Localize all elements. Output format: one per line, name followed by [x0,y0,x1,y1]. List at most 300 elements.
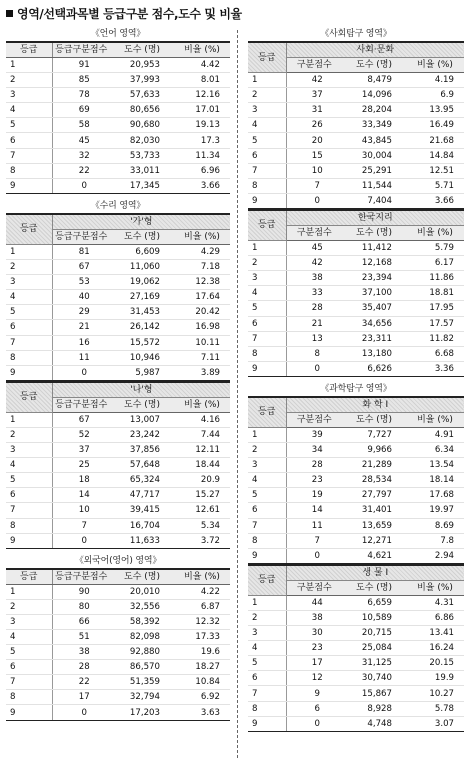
ratio-cell: 2.94 [406,548,464,563]
count-cell: 26,142 [110,320,174,335]
score-cell: 44 [286,595,342,610]
score-cell: 14 [286,503,342,518]
grade-cell: 6 [248,503,286,518]
grade-cell: 2 [6,427,52,442]
ratio-cell: 10.84 [174,675,230,690]
table-row [248,656,464,671]
count-cell: 20,010 [110,584,174,599]
ratio-cell: 18.27 [174,660,230,675]
count-cell: 32,556 [110,599,174,614]
column-divider [237,30,238,758]
score-cell: 38 [286,611,342,626]
table-row [248,148,464,163]
score-cell: 22 [52,163,110,178]
count-cell: 51,359 [110,675,174,690]
table-row [6,178,230,193]
score-header: 구분점수 [286,225,342,240]
grade-cell: 8 [6,350,52,365]
table-row [248,503,464,518]
ratio-cell: 3.72 [174,533,230,548]
count-header: 도수 (명) [342,58,406,73]
grade-cell: 8 [6,163,52,178]
ratio-cell: 18.44 [174,458,230,473]
table-row [6,488,230,503]
ratio-cell: 4.31 [406,595,464,610]
math-na-table-body [6,412,230,548]
ratio-cell: 20.15 [406,656,464,671]
count-cell: 14,096 [342,88,406,103]
table-row [6,365,230,380]
left-column [6,27,230,721]
ratio-cell: 13.41 [406,626,464,641]
score-cell: 17 [286,656,342,671]
table-row [248,286,464,301]
grade-cell: 3 [248,458,286,473]
ratio-cell: 21.68 [406,133,464,148]
ratio-cell: 3.66 [406,193,464,208]
table-row [6,320,230,335]
score-cell: 38 [286,271,342,286]
score-cell: 42 [286,73,342,88]
score-cell: 38 [52,645,110,660]
math-area-caption: 《수리 영역》 [90,200,146,211]
grade-cell: 6 [248,316,286,331]
grade-cell: 5 [6,645,52,660]
table-row [248,701,464,716]
ratio-cell: 6.68 [406,346,464,361]
count-cell: 19,062 [110,275,174,290]
count-cell: 30,004 [342,148,406,163]
table-row [6,533,230,548]
score-cell: 45 [52,133,110,148]
table-row [6,244,230,259]
grade-cell: 1 [248,73,286,88]
table-row [248,488,464,503]
score-cell: 29 [52,305,110,320]
table-row [248,73,464,88]
ratio-cell: 11.34 [174,148,230,163]
grade-cell: 5 [248,656,286,671]
table-row [248,473,464,488]
count-cell: 21,289 [342,458,406,473]
table-row [6,118,230,133]
grade-cell: 7 [6,503,52,518]
science-s1-table [248,396,464,564]
score-cell: 85 [52,73,110,88]
score-cell: 67 [52,260,110,275]
ratio-header: 비율 (%) [174,42,230,58]
grade-cell: 7 [248,331,286,346]
ratio-cell: 4.42 [174,58,230,73]
table-row [6,58,230,73]
score-cell: 0 [286,716,342,731]
grade-cell: 3 [248,103,286,118]
table-row [248,118,464,133]
count-cell: 20,953 [110,58,174,73]
grade-cell: 5 [248,133,286,148]
count-cell: 13,180 [342,346,406,361]
ratio-cell: 19.97 [406,503,464,518]
grade-cell: 6 [6,660,52,675]
score-cell: 10 [286,163,342,178]
count-header: 도수 (명) [110,42,174,58]
count-cell: 10,589 [342,611,406,626]
score-header: 등급구분점수 [52,42,110,58]
score-cell: 0 [52,365,110,380]
count-cell: 86,570 [110,660,174,675]
score-cell: 6 [286,701,342,716]
ratio-cell: 10.27 [406,686,464,701]
count-cell: 28,534 [342,473,406,488]
ratio-cell: 6.86 [406,611,464,626]
score-cell: 16 [52,335,110,350]
score-cell: 7 [286,533,342,548]
count-cell: 13,007 [110,412,174,427]
count-cell: 25,084 [342,641,406,656]
count-cell: 31,401 [342,503,406,518]
grade-cell: 1 [6,244,52,259]
score-cell: 19 [286,488,342,503]
ratio-cell: 11.86 [406,271,464,286]
social-s2-table-body [248,241,464,377]
ratio-cell: 8.69 [406,518,464,533]
grade-cell: 3 [6,443,52,458]
ratio-cell: 5.79 [406,241,464,256]
table-row [6,443,230,458]
score-cell: 12 [286,671,342,686]
table-row [6,599,230,614]
table-row [6,614,230,629]
table-row [248,671,464,686]
table-row [6,645,230,660]
score-cell: 51 [52,630,110,645]
table-row [6,690,230,705]
ratio-cell: 17.68 [406,488,464,503]
grade-cell: 1 [6,412,52,427]
count-cell: 65,324 [110,473,174,488]
count-cell: 4,621 [342,548,406,563]
science-s2-subject-header: 생 물 Ⅰ [286,565,464,581]
grade-cell: 2 [248,88,286,103]
table-row [248,133,464,148]
ratio-cell: 13.95 [406,103,464,118]
count-cell: 27,797 [342,488,406,503]
count-cell: 7,404 [342,193,406,208]
score-cell: 0 [52,705,110,720]
score-cell: 23 [286,473,342,488]
count-header: 도수 (명) [342,580,406,595]
language-table-body [6,58,230,194]
table-row [248,193,464,208]
score-cell: 33 [286,286,342,301]
count-cell: 7,727 [342,427,406,442]
count-cell: 53,733 [110,148,174,163]
grade-cell: 1 [248,241,286,256]
count-cell: 11,412 [342,241,406,256]
grade-cell: 1 [6,584,52,599]
ratio-cell: 20.42 [174,305,230,320]
grade-cell: 6 [248,671,286,686]
ratio-cell: 11.82 [406,331,464,346]
count-cell: 15,867 [342,686,406,701]
count-cell: 23,311 [342,331,406,346]
table-row [248,316,464,331]
score-cell: 42 [286,256,342,271]
grade-cell: 7 [248,686,286,701]
social-s1-table [248,41,464,209]
table-row [248,271,464,286]
count-cell: 23,394 [342,271,406,286]
table-row [248,361,464,376]
grade-header: 등급 [6,569,52,585]
grade-cell: 6 [6,320,52,335]
count-cell: 37,856 [110,443,174,458]
table-row [6,473,230,488]
grade-cell: 4 [6,103,52,118]
count-cell: 25,291 [342,163,406,178]
count-cell: 13,659 [342,518,406,533]
ratio-cell: 19.13 [174,118,230,133]
ratio-cell: 7.44 [174,427,230,442]
ratio-cell: 4.91 [406,427,464,442]
language-area-caption: 《언어 영역》 [90,29,146,39]
grade-cell: 8 [6,518,52,533]
ratio-cell: 14.84 [406,148,464,163]
table-row [6,518,230,533]
grade-cell: 7 [6,335,52,350]
grade-cell: 4 [248,473,286,488]
table-row [6,412,230,427]
count-cell: 47,717 [110,488,174,503]
count-cell: 35,407 [342,301,406,316]
count-cell: 15,572 [110,335,174,350]
score-cell: 21 [52,320,110,335]
table-row [6,427,230,442]
score-cell: 67 [52,412,110,427]
count-cell: 82,030 [110,133,174,148]
score-cell: 10 [52,503,110,518]
count-cell: 39,415 [110,503,174,518]
grade-cell: 8 [248,346,286,361]
ratio-header: 비율 (%) [174,569,230,585]
score-cell: 14 [52,488,110,503]
grade-header: 등급 [248,42,286,73]
grade-cell: 2 [248,611,286,626]
grade-cell: 4 [248,641,286,656]
score-cell: 0 [52,533,110,548]
ratio-cell: 6.92 [174,690,230,705]
right-column [248,27,464,732]
table-row [6,148,230,163]
score-header: 등급구분점수 [52,397,110,412]
ratio-header: 비율 (%) [174,397,230,412]
grade-cell: 2 [6,73,52,88]
count-cell: 80,656 [110,103,174,118]
grade-cell: 8 [6,690,52,705]
grade-cell: 6 [248,148,286,163]
grade-header: 등급 [6,42,52,58]
table-row [248,518,464,533]
ratio-cell: 12.38 [174,275,230,290]
grade-cell: 2 [6,599,52,614]
grade-cell: 4 [6,290,52,305]
score-cell: 81 [52,244,110,259]
count-cell: 23,242 [110,427,174,442]
score-header: 구분점수 [286,412,342,427]
score-cell: 91 [52,58,110,73]
grade-cell: 9 [248,548,286,563]
ratio-cell: 17.33 [174,630,230,645]
grade-cell: 3 [6,614,52,629]
count-cell: 16,704 [110,518,174,533]
score-cell: 80 [52,599,110,614]
table-row [248,686,464,701]
count-cell: 6,626 [342,361,406,376]
grade-cell: 9 [6,533,52,548]
count-cell: 31,453 [110,305,174,320]
foreign-table-body [6,584,230,720]
grade-cell: 8 [248,701,286,716]
score-cell: 0 [52,178,110,193]
score-cell: 26 [286,118,342,133]
science-area-caption: 《과학탐구 영역》 [320,383,392,394]
score-cell: 17 [52,690,110,705]
grade-cell: 2 [248,256,286,271]
ratio-cell: 17.64 [174,290,230,305]
score-cell: 28 [52,660,110,675]
table-row [248,443,464,458]
math-na-table [6,381,230,549]
ratio-cell: 5.71 [406,178,464,193]
ratio-cell: 12.32 [174,614,230,629]
table-row [6,660,230,675]
score-cell: 22 [52,675,110,690]
grade-cell: 7 [248,163,286,178]
table-row [6,705,230,720]
ratio-cell: 12.51 [406,163,464,178]
table-row [248,548,464,563]
count-cell: 31,125 [342,656,406,671]
score-cell: 39 [286,427,342,442]
ratio-cell: 16.24 [406,641,464,656]
table-row [6,133,230,148]
count-cell: 5,987 [110,365,174,380]
score-cell: 9 [286,686,342,701]
ratio-cell: 17.3 [174,133,230,148]
grade-cell: 6 [6,133,52,148]
ratio-cell: 7.18 [174,260,230,275]
grade-cell: 3 [248,271,286,286]
score-cell: 31 [286,103,342,118]
score-cell: 0 [286,193,342,208]
ratio-cell: 5.34 [174,518,230,533]
score-header: 등급구분점수 [52,569,110,585]
score-cell: 25 [52,458,110,473]
count-cell: 8,479 [342,73,406,88]
table-row [248,301,464,316]
math-ga-subject-header: '가'형 [52,214,230,230]
science-s2-table-body [248,595,464,731]
score-cell: 18 [52,473,110,488]
social-s1-subject-header: 사회·문화 [286,42,464,58]
count-cell: 32,794 [110,690,174,705]
grade-cell: 5 [6,305,52,320]
table-row [6,73,230,88]
table-row [248,88,464,103]
score-cell: 52 [52,427,110,442]
ratio-cell: 19.6 [174,645,230,660]
grade-cell: 5 [6,118,52,133]
table-row [248,178,464,193]
score-cell: 7 [52,518,110,533]
score-cell: 69 [52,103,110,118]
count-cell: 6,659 [342,595,406,610]
ratio-cell: 4.19 [406,73,464,88]
ratio-cell: 15.27 [174,488,230,503]
score-cell: 21 [286,316,342,331]
table-row [248,611,464,626]
table-row [6,260,230,275]
score-cell: 11 [52,350,110,365]
foreign-table [6,568,230,721]
count-header: 도수 (명) [110,397,174,412]
score-cell: 7 [286,178,342,193]
table-row [248,163,464,178]
grade-cell: 1 [248,427,286,442]
math-ga-table-body [6,244,230,380]
social-area-caption: 《사회탐구 영역》 [320,29,392,39]
count-header: 도수 (명) [110,229,174,244]
science-s1-subject-header: 화 학 Ⅰ [286,397,464,413]
ratio-cell: 3.07 [406,716,464,731]
count-cell: 57,648 [110,458,174,473]
table-row [248,241,464,256]
score-cell: 34 [286,443,342,458]
count-header: 도수 (명) [342,412,406,427]
ratio-cell: 3.36 [406,361,464,376]
social-s1-table-body [248,73,464,209]
grade-cell: 4 [6,630,52,645]
table-row [6,305,230,320]
grade-cell: 9 [248,193,286,208]
table-row [6,163,230,178]
score-cell: 0 [286,548,342,563]
ratio-cell: 4.22 [174,584,230,599]
count-header: 도수 (명) [342,225,406,240]
grade-cell: 1 [248,595,286,610]
score-cell: 8 [286,346,342,361]
ratio-cell: 17.01 [174,103,230,118]
ratio-cell: 6.87 [174,599,230,614]
count-cell: 57,633 [110,88,174,103]
ratio-cell: 12.11 [174,443,230,458]
ratio-cell: 4.16 [174,412,230,427]
table-row [6,350,230,365]
count-cell: 8,928 [342,701,406,716]
ratio-cell: 17.95 [406,301,464,316]
ratio-cell: 3.63 [174,705,230,720]
count-cell: 10,946 [110,350,174,365]
ratio-cell: 13.54 [406,458,464,473]
ratio-cell: 6.17 [406,256,464,271]
page-title [6,3,406,25]
grade-cell: 8 [248,178,286,193]
ratio-header: 비율 (%) [174,229,230,244]
table-row [248,427,464,442]
grade-cell: 5 [6,473,52,488]
table-row [248,103,464,118]
count-cell: 92,880 [110,645,174,660]
